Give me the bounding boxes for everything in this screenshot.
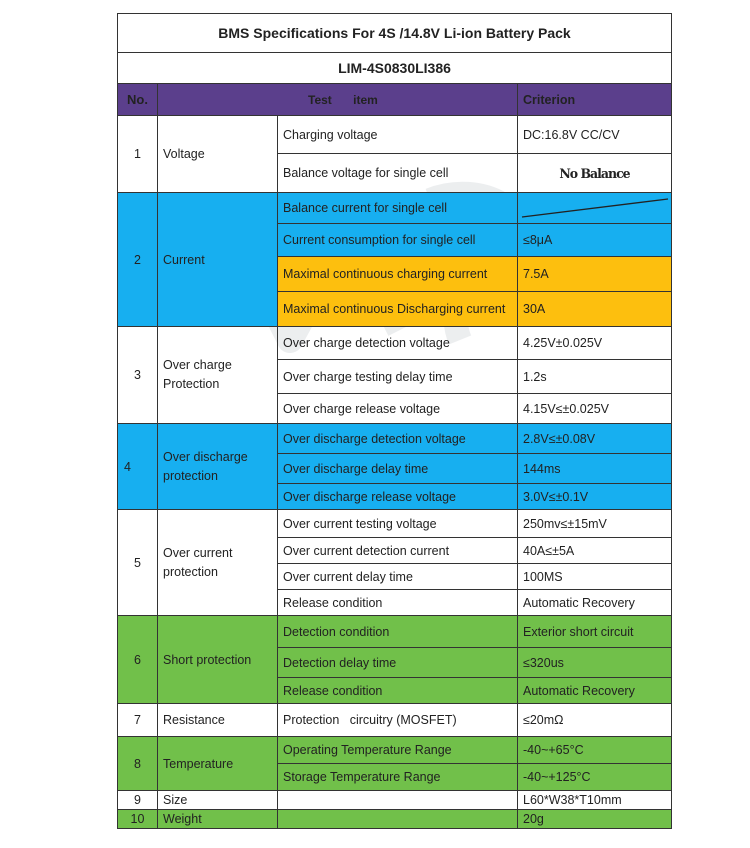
test-value: DC:16.8V CC/CV bbox=[518, 116, 672, 154]
test-name bbox=[278, 791, 518, 810]
test-value: ≤320us bbox=[518, 648, 672, 678]
header-no: No. bbox=[118, 84, 158, 116]
test-name: Over current testing voltage bbox=[278, 510, 518, 538]
row-item: Current bbox=[158, 193, 278, 327]
row-number: 8 bbox=[118, 737, 158, 791]
row-item: Voltage bbox=[158, 116, 278, 193]
test-name: Over current delay time bbox=[278, 564, 518, 590]
test-name: Over current detection current bbox=[278, 538, 518, 564]
test-name: Maximal continuous Discharging current bbox=[278, 292, 518, 327]
row-item: Temperature bbox=[158, 737, 278, 791]
test-name: Balance voltage for single cell bbox=[278, 154, 518, 193]
model-number: LIM-4S0830LI386 bbox=[118, 53, 672, 84]
row-item: Over charge Protection bbox=[158, 327, 278, 424]
test-value: 250mv≤±15mV bbox=[518, 510, 672, 538]
test-value: 100MS bbox=[518, 564, 672, 590]
row-number: 9 bbox=[118, 791, 158, 810]
header-test-item: Test item bbox=[158, 84, 518, 116]
test-value: Automatic Recovery bbox=[518, 678, 672, 704]
row-item: Weight bbox=[158, 810, 278, 829]
test-value: 144ms bbox=[518, 454, 672, 484]
test-name: Release condition bbox=[278, 678, 518, 704]
empty-value-strike bbox=[518, 193, 672, 224]
test-value: Exterior short circuit bbox=[518, 616, 672, 648]
test-name: Detection condition bbox=[278, 616, 518, 648]
bms-spec-table bbox=[117, 13, 672, 829]
test-name: Storage Temperature Range bbox=[278, 764, 518, 791]
test-name: Balance current for single cell bbox=[278, 193, 518, 224]
row-number: 7 bbox=[118, 704, 158, 737]
test-value: 3.0V≤±0.1V bbox=[518, 484, 672, 510]
row-number: 6 bbox=[118, 616, 158, 704]
row-number: 3 bbox=[118, 327, 158, 424]
row-number: 2 bbox=[118, 193, 158, 327]
test-name: Over discharge delay time bbox=[278, 454, 518, 484]
test-name: Over charge release voltage bbox=[278, 394, 518, 424]
test-name: Over discharge detection voltage bbox=[278, 424, 518, 454]
table-title: BMS Specifications For 4S /14.8V Li-ion Battery Pack bbox=[118, 14, 672, 53]
test-name: Maximal continuous charging current bbox=[278, 257, 518, 292]
test-name: Over charge testing delay time bbox=[278, 360, 518, 394]
test-name: Current consumption for single cell bbox=[278, 224, 518, 257]
test-value: 4.25V±0.025V bbox=[518, 327, 672, 360]
test-name: Protection circuitry (MOSFET) bbox=[278, 704, 518, 737]
row-number: 10 bbox=[118, 810, 158, 829]
row-number: 1 bbox=[118, 116, 158, 193]
row-number: 5 bbox=[118, 510, 158, 616]
test-name: Operating Temperature Range bbox=[278, 737, 518, 764]
header-criterion: Criterion bbox=[518, 84, 672, 116]
row-number: 4 bbox=[118, 424, 158, 510]
strike-line bbox=[518, 193, 672, 223]
test-name: Over discharge release voltage bbox=[278, 484, 518, 510]
test-value: 20g bbox=[518, 810, 672, 829]
test-value: 30A bbox=[518, 292, 672, 327]
test-name: Release condition bbox=[278, 590, 518, 616]
test-value: 7.5A bbox=[518, 257, 672, 292]
test-value: -40~+65°C bbox=[518, 737, 672, 764]
test-name bbox=[278, 810, 518, 829]
test-value: 4.15V≤±0.025V bbox=[518, 394, 672, 424]
row-item: Resistance bbox=[158, 704, 278, 737]
test-name: Over charge detection voltage bbox=[278, 327, 518, 360]
test-value: 40A≤±5A bbox=[518, 538, 672, 564]
row-item: Size bbox=[158, 791, 278, 810]
row-item: Over discharge protection bbox=[158, 424, 278, 510]
test-value: ≤20mΩ bbox=[518, 704, 672, 737]
test-value: ≤8μA bbox=[518, 224, 672, 257]
test-value: Automatic Recovery bbox=[518, 590, 672, 616]
test-name: Detection delay time bbox=[278, 648, 518, 678]
test-value: L60*W38*T10mm bbox=[518, 791, 672, 810]
no-balance-stamp: No Balance bbox=[518, 153, 672, 194]
test-value: -40~+125°C bbox=[518, 764, 672, 791]
test-name: Charging voltage bbox=[278, 116, 518, 154]
test-value: 2.8V≤±0.08V bbox=[518, 424, 672, 454]
test-value: 1.2s bbox=[518, 360, 672, 394]
row-item: Over current protection bbox=[158, 510, 278, 616]
row-item: Short protection bbox=[158, 616, 278, 704]
